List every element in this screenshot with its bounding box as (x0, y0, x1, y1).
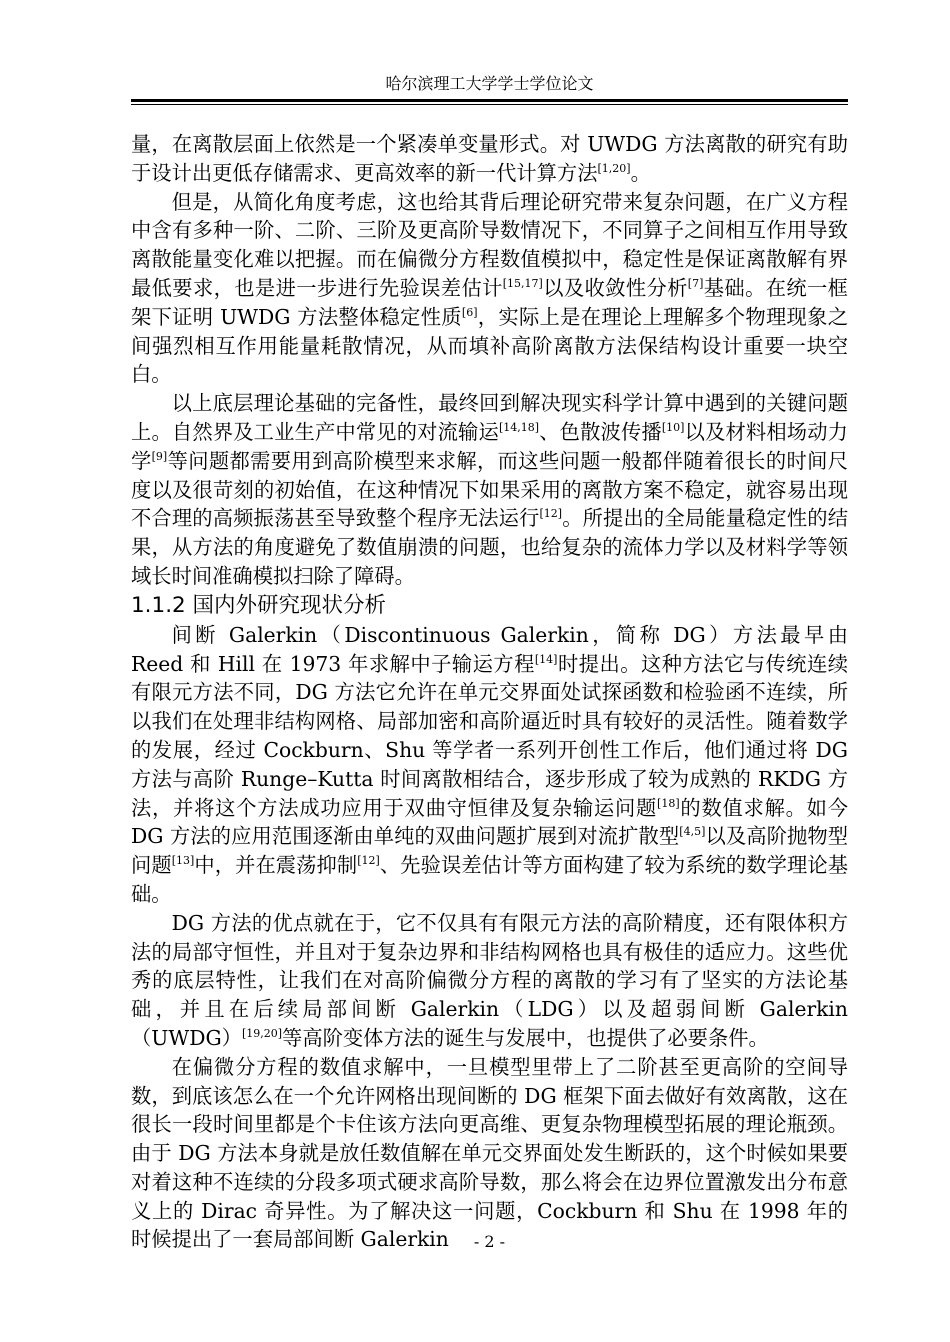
citation-ref: [1,20] (597, 161, 631, 175)
text-run: 、先验误差估计等方面构建了较为系统的数学理论基础。 (131, 853, 848, 906)
running-header: 哈尔滨理工大学学士学位论文 (385, 74, 594, 93)
body-paragraph (131, 389, 848, 591)
body-paragraph (131, 130, 848, 188)
text-run: 中，并在震荡抑制 (194, 853, 358, 878)
section-heading (131, 591, 848, 621)
text-run: 1.1.2 国内外研究现状分析 (131, 592, 387, 618)
text-run: 时提出。这种方法它与传统连续有限元方法不同，DG 方法它允许在单元交界面处试探函数和检验函不连续，所以我们在处理非结构网格、局部加密和高阶逼近时具有较好的灵活性。随着数学的发展，经过 Cockburn、Shu 等学者一系列开创性工作后，他们通过将 DG 方法与高阶 Runge–Kutta 时间离散相结合，逐步形成了较为成熟的 RKDG 方法，并将这个方法成功应用于双曲守恒律及复杂输运问题 (131, 651, 848, 820)
citation-ref: [9] (151, 449, 168, 463)
citation-ref: [13] (171, 854, 195, 868)
citation-ref: [6] (461, 305, 478, 319)
text-run: 等问题都需要用到高阶模型来求解，而这些问题一般都伴随着很长的时间尺度以及很苛刻的初始值，在这种情况下如果采用的离散方案不稳定，就容易出现不合理的高频振荡甚至导致整个程序无法运行 (131, 448, 848, 531)
body-paragraph (131, 1053, 848, 1255)
text-run: 基础。在统一框架下证明 UWDG 方法整体稳定性质 (131, 275, 848, 329)
document-body (131, 130, 848, 1254)
citation-ref: [14] (534, 652, 558, 666)
text-run: 量，在离散层面上依然是一个紧凑单变量形式。对 UWDG 方法离散的研究有助于设计出更低存储需求、更高效率的新一代计算方法 (131, 132, 848, 185)
text-run: 以上底层理论基础的完备性，最终回到解决现实科学计算中遇到的关键问题上。自然界及工业生产中常见的对流输运 (131, 391, 848, 444)
body-paragraph (131, 909, 848, 1053)
text-run: 的数值求解。如今 DG 方法的应用范围逐渐由单纯的双曲问题扩展到对流扩散型 (131, 795, 848, 849)
text-run: 以及高阶抛物型问题 (131, 824, 848, 878)
text-run: 间断 Galerkin（Discontinuous Galerkin，简称 DG）方法最早由 Reed 和 Hill 在 1973 年求解中子输运方程 (131, 622, 848, 676)
header-rule-thin (131, 104, 848, 105)
citation-ref: [4,5] (679, 825, 706, 839)
text-run: 等高阶变体方法的诞生与发展中，也提供了必要条件。 (282, 1025, 769, 1050)
header-rule-thick (131, 99, 848, 102)
body-paragraph (131, 188, 848, 390)
citation-ref: [19,20] (241, 1026, 283, 1040)
text-run: 但是，从简化角度考虑，这也给其背后理论研究带来复杂问题，在广义方程中含有多种一阶、二阶、三阶及更高阶导数情况下，不同算子之间相互作用导致离散能量变化难以把握。而在偏微分方程数值模拟中，稳定性是保证离散解有界最低要求，也是进一步进行先验误差估计 (131, 189, 848, 300)
citation-ref: [18] (657, 796, 680, 810)
text-run: ，实际上是在理论上理解多个物理现象之间强烈相互作用能量耗散情况，从而填补高阶离散方法保结构设计重要一块空白。 (131, 304, 848, 387)
citation-ref: [7] (687, 276, 704, 290)
text-run: 以及材料相场动力学 (131, 419, 848, 473)
citation-ref: [15,17] (502, 276, 543, 290)
body-paragraph (131, 621, 848, 909)
text-run: 、色散波传播 (539, 419, 662, 444)
text-run: 。 (630, 160, 651, 185)
citation-ref: [12] (357, 854, 380, 868)
text-run: 以及收敛性分析 (542, 275, 688, 300)
citation-ref: [14,18] (498, 420, 540, 434)
text-run: 。所提出的全局能量稳定性的结果，从方法的角度避免了数值崩溃的问题，也给复杂的流体力学以及材料学等领域长时间准确模拟扫除了障碍。 (131, 506, 848, 588)
page-number: - 2 - (473, 1232, 506, 1251)
text-run: 在偏微分方程的数值求解中，一旦模型里带上了二阶甚至更高阶的空间导数，到底该怎么在一个允许网格出现间断的 DG 框架下面去做好有效离散，这在很长一段时间里都是个卡住该方法向更高维、更复杂物理模型拓展的理论瓶颈。由于 DG 方法本身就是放任数值解在单元交界面处发生断跃的，这个时候如果要对着这种不连续的分段多项式硬求高阶导数，那么将会在边界位置激发出分布意义上的 Dirac 奇异性。为了解决这一问题，Cockburn 和 Shu 在 1998 年的时候提出了一套局部间断 Galerkin (131, 1054, 848, 1252)
text-run: DG 方法的优点就在于，它不仅具有有限元方法的高阶精度，还有限体积方法的局部守恒性，并且对于复杂边界和非结构网格也具有极佳的适应力。这些优秀的底层特性，让我们在对高阶偏微分方程的离散的学习有了坚实的方法论基础，并且在后续局部间断 Galerkin（LDG）以及超弱间断 Galerkin（UWDG） (131, 910, 848, 1050)
citation-ref: [12] (539, 507, 563, 521)
citation-ref: [10] (661, 420, 685, 434)
